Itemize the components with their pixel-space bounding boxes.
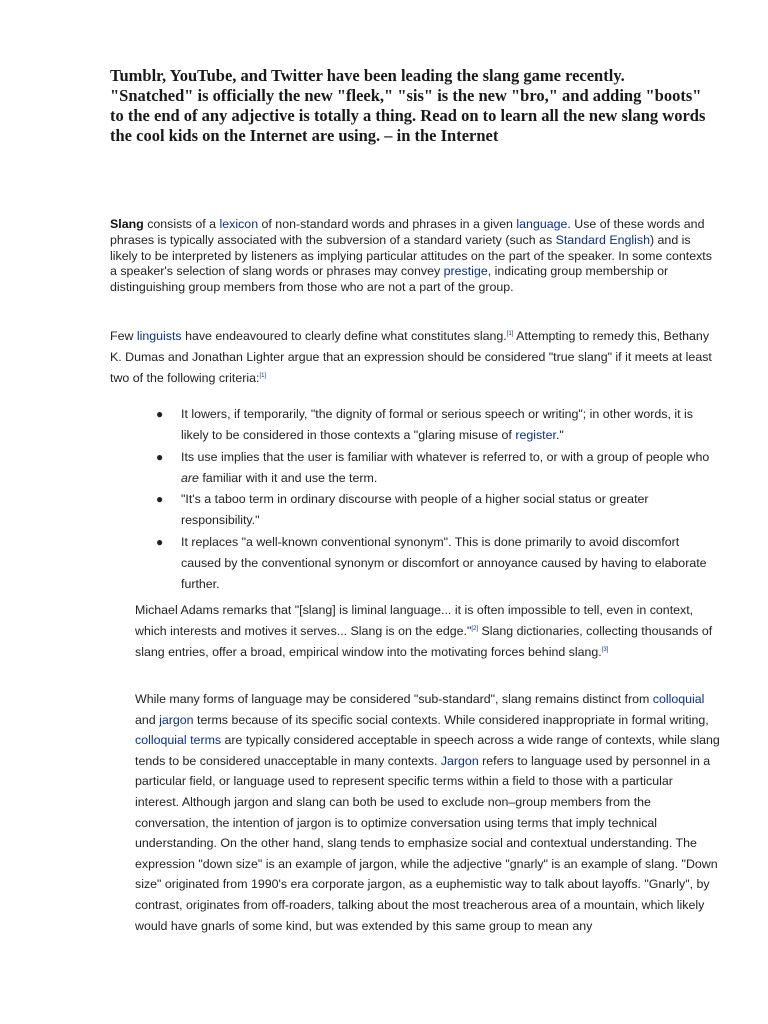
list-item: ● Its use implies that the user is familiar with whatever is referred to, or with a group of people who are familiar with it and use the term. — [110, 447, 722, 489]
bullet-icon: ● — [156, 534, 164, 549]
citation-1[interactable]: [1] — [506, 331, 514, 337]
jargon-paragraph: While many forms of language may be considered "sub-standard", slang remains distinct from colloquial and jargon terms because of its specific social contexts. While considered inappropriate in formal writing, colloquial terms are typically considered acceptable in speech across a wide range of contexts, while slang tends to be considered unacceptable in many contexts. Jargon refers to language used by personnel in a particular field, or language used to represent specific terms within a field to those with a particular interest. Although jargon and slang can both be used to exclude non–group members from the conversation, the intention of jargon is to optimize conversation using terms that imply technical understanding. On the other hand, slang tends to emphasize social and contextual understanding. The expression "down size" is an example of jargon, while the adjective "gnarly" is an example of slang. "Down size" originated from 1990's era corporate jargon, as a euphemistic way to talk about layoffs. "Gnarly", by contrast, originates from off-roaders, talking about the most treacherous area of a mountain, which likely would have gnarls of some kind, but was extended by this same group to mean any — [135, 692, 720, 933]
bullet-icon: ● — [156, 407, 164, 421]
bullet-icon: ● — [156, 492, 164, 506]
list-item: ● "It's a taboo term in ordinary discourse with people of a higher social status or greater responsibility." — [110, 489, 722, 531]
link-language[interactable]: language — [516, 217, 568, 231]
link-register[interactable]: register — [515, 428, 556, 442]
link-colloquial-terms[interactable]: colloquial terms — [135, 733, 222, 748]
article-heading: Tumblr, YouTube, and Twitter have been leading the slang game recently. "Snatched" is officially the new "fleek," "sis" is the new "bro," and adding "boots" to the end of any adjective is totally a thing. Read on to learn all the new slang words the cool kids on the Internet are using. – in the Internet — [110, 66, 706, 145]
link-jargon-2[interactable]: Jargon — [440, 753, 479, 768]
intro-paragraph: Slang consists of a lexicon of non-standard words and phrases in a given language. Use of these words and phrases is typically associated with the subversion of a standard variety (such as Standard English) and is likely to be interpreted by listeners as implying particular attitudes on the part of the speaker. In some contexts a speaker's selection of slang words or phrases may convey prestige, indicating group membership or distinguishing group members from those who are not a part of the group. — [110, 217, 712, 295]
link-linguists[interactable]: linguists — [136, 329, 182, 343]
link-prestige[interactable]: prestige — [443, 264, 488, 279]
slang-term: Slang — [110, 217, 144, 231]
citation-1-second[interactable]: [1] — [259, 373, 267, 379]
list-item: ● It lowers, if temporarily, "the dignity of formal or serious speech or writing"; in other words, it is likely to be considered in those contexts a "glaring misuse of register." — [110, 404, 722, 446]
bullet-icon: ● — [156, 449, 164, 464]
link-colloquial[interactable]: colloquial — [652, 692, 705, 706]
link-standard-english[interactable]: Standard English — [555, 232, 650, 247]
adams-paragraph: Michael Adams remarks that "[slang] is liminal language... it is often impossible to tell, even in context, which interests and motives it serves... Slang is on the edge."[2] Slang dictionaries, collecting thousands of slang entries, offer a broad, empirical window into the motivating forces behind slang.[3] — [135, 603, 713, 659]
citation-2[interactable]: [2] — [471, 626, 479, 632]
link-lexicon[interactable]: lexicon — [219, 217, 259, 231]
link-jargon[interactable]: jargon — [159, 712, 194, 727]
citation-3[interactable]: [3] — [601, 647, 609, 653]
criteria-intro-paragraph: Few linguists have endeavoured to clearly define what constitutes slang.[1] Attempting to remedy this, Bethany K. Dumas and Jonathan Lighter argue that an expression should be considered "true slang" if it meets at least two of the following criteria:[1] — [110, 329, 712, 385]
list-item: ● It replaces "a well-known conventional synonym". This is done primarily to avoid discomfort caused by the conventional synonym or discomfort or annoyance caused by having to elaborate further. — [110, 532, 722, 595]
criteria-list — [110, 404, 722, 595]
